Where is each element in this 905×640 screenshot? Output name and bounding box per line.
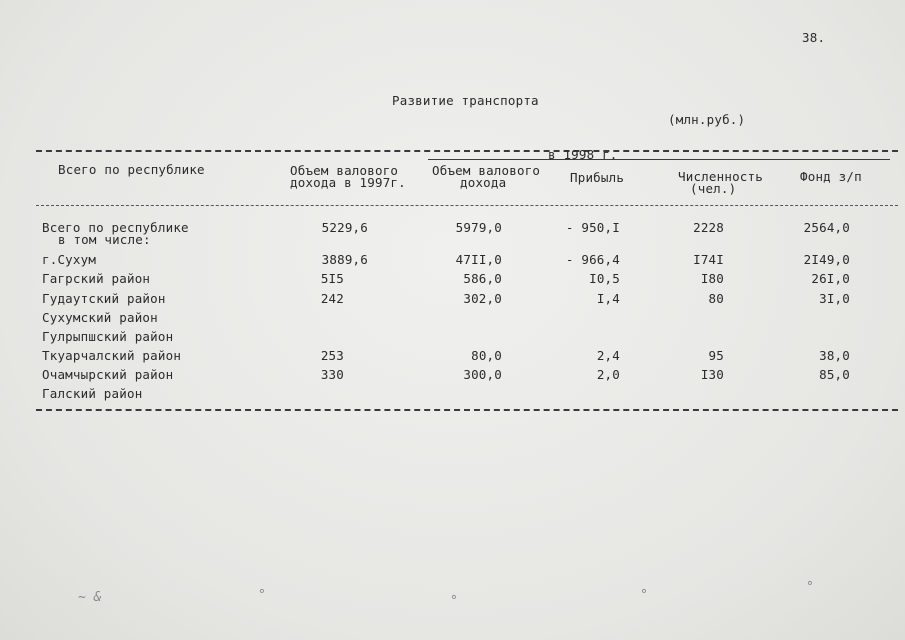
- row-label: г.Сухум: [42, 252, 97, 267]
- cell-profit: I0,5: [589, 271, 620, 286]
- cell-payroll: 85,0: [819, 367, 850, 382]
- year-group-label: в 1998 г.: [548, 147, 618, 162]
- header-profit: Прибыль: [570, 170, 625, 185]
- scan-mark: ∘: [258, 584, 266, 599]
- cell-profit: - 950,I: [565, 220, 620, 235]
- row-label: Гагрский район: [42, 271, 151, 286]
- cell-income-1998: 80,0: [471, 348, 502, 363]
- cell-staff: I80: [700, 271, 724, 286]
- cell-payroll: 2I49,0: [803, 252, 850, 267]
- row-label-sub: в том числе:: [58, 232, 151, 247]
- table-bottom-rule: [36, 409, 898, 411]
- cell-profit: 2,0: [596, 367, 620, 382]
- page-number: 38.: [802, 30, 826, 45]
- cell-profit: I,4: [596, 291, 620, 306]
- cell-income-1998: 302,0: [463, 291, 502, 306]
- cell-staff: 80: [708, 291, 724, 306]
- row-label: Ткуарчалский район: [42, 348, 182, 363]
- header-income-1998-l2: дохода: [460, 175, 507, 190]
- cell-income-1997: 242: [320, 291, 344, 306]
- cell-income-1997: 3889,6: [321, 252, 368, 267]
- scan-mark: ~ &: [78, 590, 102, 605]
- header-staff-l2: (чел.): [690, 181, 737, 196]
- scan-mark: ∘: [640, 584, 648, 599]
- cell-staff: 95: [708, 348, 724, 363]
- cell-income-1997: 253: [320, 348, 344, 363]
- cell-income-1998: 586,0: [463, 271, 502, 286]
- scan-mark: ∘: [450, 590, 458, 605]
- cell-profit: - 966,4: [565, 252, 620, 267]
- cell-payroll: 2564,0: [803, 220, 850, 235]
- cell-income-1998: 5979,0: [455, 220, 502, 235]
- row-label: Галский район: [42, 386, 143, 401]
- header-income-1998-l1: Объем валового: [432, 163, 541, 178]
- cell-payroll: 38,0: [819, 348, 850, 363]
- row-label: Гудаутский район: [42, 291, 166, 306]
- row-label: Гулрыпшский район: [42, 329, 174, 344]
- header-income-1997-l1: Объем валового: [290, 163, 399, 178]
- header-staff-l1: Численность: [678, 169, 763, 184]
- row-label: Сухумский район: [42, 310, 158, 325]
- cell-income-1997: 5I5: [320, 271, 344, 286]
- header-region: Всего по республике: [58, 162, 205, 177]
- units-note: (млн.руб.): [668, 112, 746, 127]
- cell-staff: I30: [700, 367, 724, 382]
- cell-income-1998: 300,0: [463, 367, 502, 382]
- cell-income-1998: 47II,0: [455, 252, 502, 267]
- header-income-1997-l2: дохода в 1997г.: [290, 175, 406, 190]
- cell-payroll: 3I,0: [819, 291, 850, 306]
- header-payroll: Фонд з/п: [800, 169, 862, 184]
- cell-profit: 2,4: [596, 348, 620, 363]
- header-bottom-rule: [36, 205, 898, 206]
- cell-income-1997: 5229,6: [321, 220, 368, 235]
- row-label: Всего по республике: [42, 220, 189, 235]
- cell-staff: I74I: [693, 252, 724, 267]
- row-label: Очамчырский район: [42, 367, 174, 382]
- document-title: Развитие транспорта: [392, 93, 539, 108]
- cell-staff: 2228: [693, 220, 724, 235]
- scan-mark: ∘: [806, 576, 814, 591]
- table-top-rule: [36, 150, 898, 152]
- year-group-rule: [428, 159, 890, 160]
- cell-payroll: 26I,0: [811, 271, 850, 286]
- cell-income-1997: 330: [320, 367, 344, 382]
